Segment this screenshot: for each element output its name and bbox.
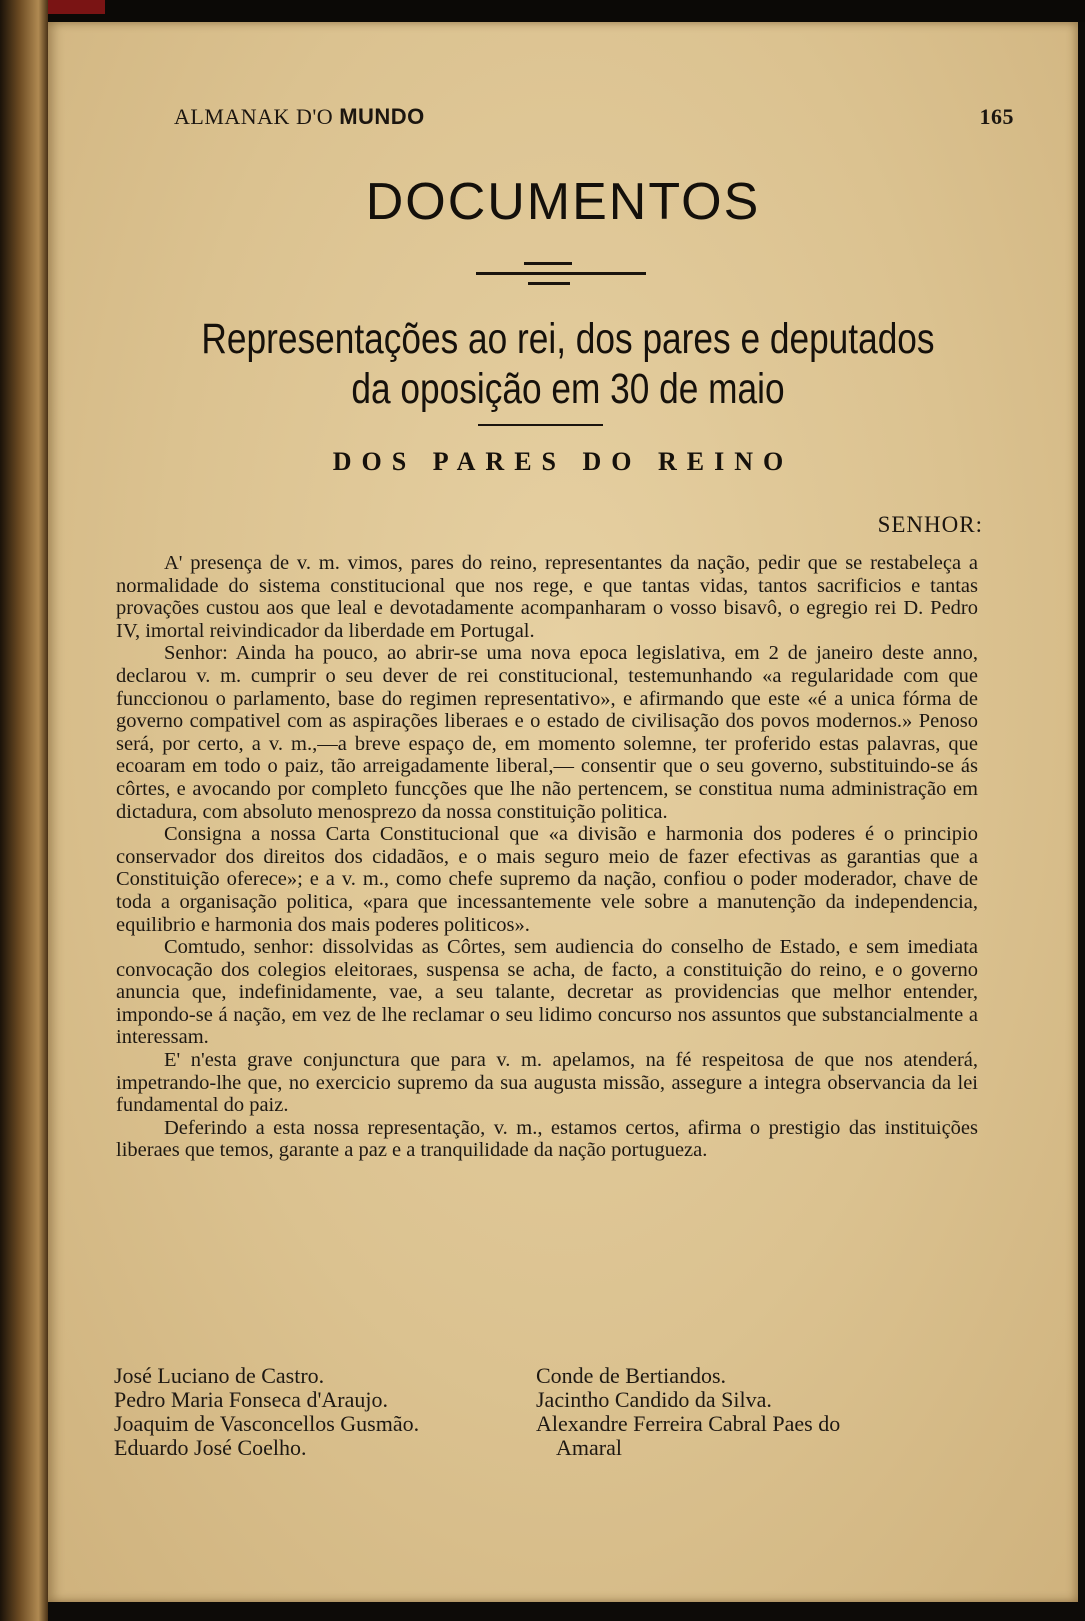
ornament-rule — [528, 282, 570, 285]
article-headline — [191, 314, 945, 414]
ornament-rule — [524, 262, 572, 265]
salutation: SENHOR: — [877, 512, 983, 537]
signatory: Eduardo José Coelho. — [114, 1435, 307, 1460]
page-number: 165 — [979, 104, 1014, 129]
almanac-name: MUNDO — [339, 104, 425, 129]
document-page — [48, 22, 1078, 1602]
body-text — [116, 552, 978, 1162]
headline-line-2: da oposição em 30 de maio — [351, 365, 785, 413]
article-subhead: DOS PARES DO REINO — [332, 447, 794, 476]
signatory: Amaral — [556, 1435, 622, 1460]
signature-column-right — [536, 1364, 976, 1460]
signature-column-left — [114, 1364, 514, 1460]
ornament-rule — [476, 272, 646, 275]
book-spine-edge — [0, 0, 48, 1621]
divider-rule — [478, 424, 603, 426]
signatory: Conde de Bertiandos. — [536, 1363, 727, 1388]
paragraph: Senhor: Ainda ha pouco, ao abrir-se uma nova epoca legislativa, em 2 de janeiro deste anno, declarou v. m. cumprir o seu dever de rei constitucional, testemunhando «a regularidade com que funccionou o parlamento, base do regimen representativo», e afirmando que este «é a unica fórma de governo compativel com as aspirações liberaes e o estado de civilisação dos povos modernos.» Penoso será, por certo, a v. m.,—a breve espaço de, em momento solemne, ter proferido estas palavras, que ecoaram em todo o paiz, tão arreigadamente liberal,— consentir que o seu governo, substituindo-se ás côrtes, e avocando por completo funcções que lhe não pertencem, se constitua numa administração em dictadura, com absoluto menosprezo da nossa constituição politica. — [116, 642, 978, 823]
signatory: Pedro Maria Fonseca d'Araujo. — [114, 1387, 389, 1412]
paragraph: Consigna a nossa Carta Constitucional que «a divisão e harmonia dos poderes é o principio conservador dos direitos dos cidadãos, e o mais seguro meio de fazer efectivas as garantias que a Constituição oferece»; e a v. m., como chefe supremo da nação, confiou o poder moderador, chave de toda a organisação politica, «para que incessantemente vele sobre a manutenção da independencia, equilibrio e harmonia dos mais poderes politicos». — [116, 823, 978, 936]
headline-line-1: Representações ao rei, dos pares e deputados — [201, 315, 935, 363]
paragraph: A' presença de v. m. vimos, pares do reino, representantes da nação, pedir que se restabeleça a normalidade do sistema constitucional que nos rege, e que tantas vidas, tantos sacrificios e tantas provações custou aos que leal e devotadamente acompanharam o vosso bisavô, o egregio rei D. Pedro IV, imortal reivindicador da liberdade em Portugal. — [116, 552, 978, 642]
paragraph: Deferindo a esta nossa representação, v. m., estamos certos, afirma o prestigio das instituições liberaes que temos, garante a paz e a tranquilidade da nação portugueza. — [116, 1116, 978, 1162]
almanac-title — [174, 104, 425, 130]
almanac-prefix: ALMANAK D'O — [174, 104, 334, 129]
signatory: Joaquim de Vasconcellos Gusmão. — [114, 1411, 420, 1436]
paragraph: E' n'esta grave conjunctura que para v. m. apelamos, na fé respeitosa de que nos atenderá, impetrando-lhe que, no exercicio supremo da sua augusta missão, assegure a integra observancia da lei fundamental do paiz. — [116, 1049, 978, 1117]
scan-top-edge — [0, 0, 1085, 22]
signatory: Jacintho Candido da Silva. — [536, 1387, 772, 1412]
signatory: José Luciano de Castro. — [114, 1363, 325, 1388]
signatory: Alexandre Ferreira Cabral Paes do — [536, 1411, 841, 1436]
paragraph: Comtudo, senhor: dissolvidas as Côrtes, sem audiencia do conselho de Estado, e sem imediata convocação dos colegios eleitoraes, suspensa se acha, de facto, a constituição do reino, e o governo anuncia que, indefinidamente, vae, a seu talante, decretar as providencias que melhor entender, impondo-se á nação, em vez de lhe reclamar o seu lidimo concurso nos assuntos que substancialmente a interessam. — [116, 936, 978, 1049]
section-title: DOCUMENTOS — [365, 173, 761, 231]
